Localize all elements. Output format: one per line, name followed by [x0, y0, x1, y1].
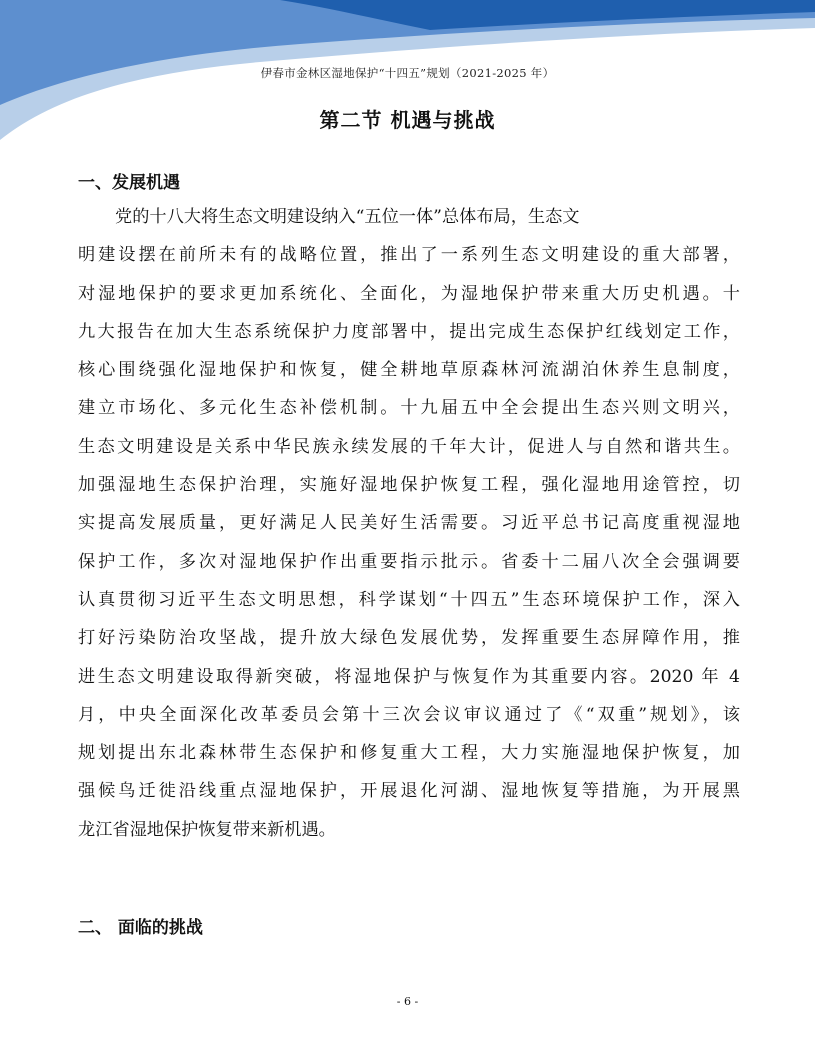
paragraph-line: 保护工作，多次对湿地保护作出重要指示批示。省委十二届八次全会强调要 [78, 551, 740, 572]
running-header: 伊春市金林区湿地保护“十四五”规划（2021-2025 年） [260, 66, 555, 80]
paragraph-line: 党的十八大将生态文明建设纳入“五位一体”总体布局，生态文 [115, 207, 580, 227]
paragraph-line: 规划提出东北森林带生态保护和修复重大工程，大力实施湿地保护恢复，加 [78, 743, 740, 764]
paragraph-line: 强候鸟迁徙沿线重点湿地保护，开展退化河湖、湿地恢复等措施，为开展黑 [78, 781, 740, 802]
paragraph-line: 龙江省湿地保护恢复带来新机遇。 [78, 819, 336, 840]
paragraph-line: 月，中央全面深化改革委员会第十三次会议审议通过了《“双重”规划》，该 [78, 704, 740, 725]
paragraph-line: 建立市场化、多元化生态补偿机制。十九届五中全会提出生态兴则文明兴， [78, 398, 740, 419]
heading-development-opportunity: 一、发展机遇 [78, 173, 180, 193]
paragraph-line: 认真贯彻习近平生态文明思想，科学谋划“十四五”生态环境保护工作，深入 [78, 589, 740, 610]
paragraph-opportunity [78, 198, 740, 849]
paragraph-line: 实提高发展质量，更好满足人民美好生活需要。习近平总书记高度重视湿地 [78, 513, 740, 534]
heading-challenges: 二、 面临的挑战 [78, 918, 203, 938]
paragraph-line: 打好污染防治攻坚战，提升放大绿色发展优势，发挥重要生态屏障作用，推 [78, 628, 740, 649]
paragraph-line: 对湿地保护的要求更加系统化、全面化，为湿地保护带来重大历史机遇。十 [78, 283, 740, 304]
paragraph-line: 九大报告在加大生态系统保护力度部署中，提出完成生态保护红线划定工作， [78, 321, 740, 342]
page-number: - 6 - [396, 995, 419, 1008]
paragraph-line: 明建设摆在前所未有的战略位置，推出了一系列生态文明建设的重大部署， [78, 245, 740, 266]
paragraph-line: 生态文明建设是关系中华民族永续发展的千年大计，促进人与自然和谐共生。 [78, 436, 740, 457]
paragraph-line: 进生态文明建设取得新突破，将湿地保护与恢复作为其重要内容。2020 年 4 [78, 666, 740, 687]
paragraph-line: 加强湿地生态保护治理，实施好湿地保护恢复工程，强化湿地用途管控，切 [78, 475, 740, 496]
section-title: 第二节 机遇与挑战 [319, 108, 496, 132]
paragraph-line: 核心围绕强化湿地保护和恢复，健全耕地草原森林河流湖泊休养生息制度， [78, 360, 740, 381]
